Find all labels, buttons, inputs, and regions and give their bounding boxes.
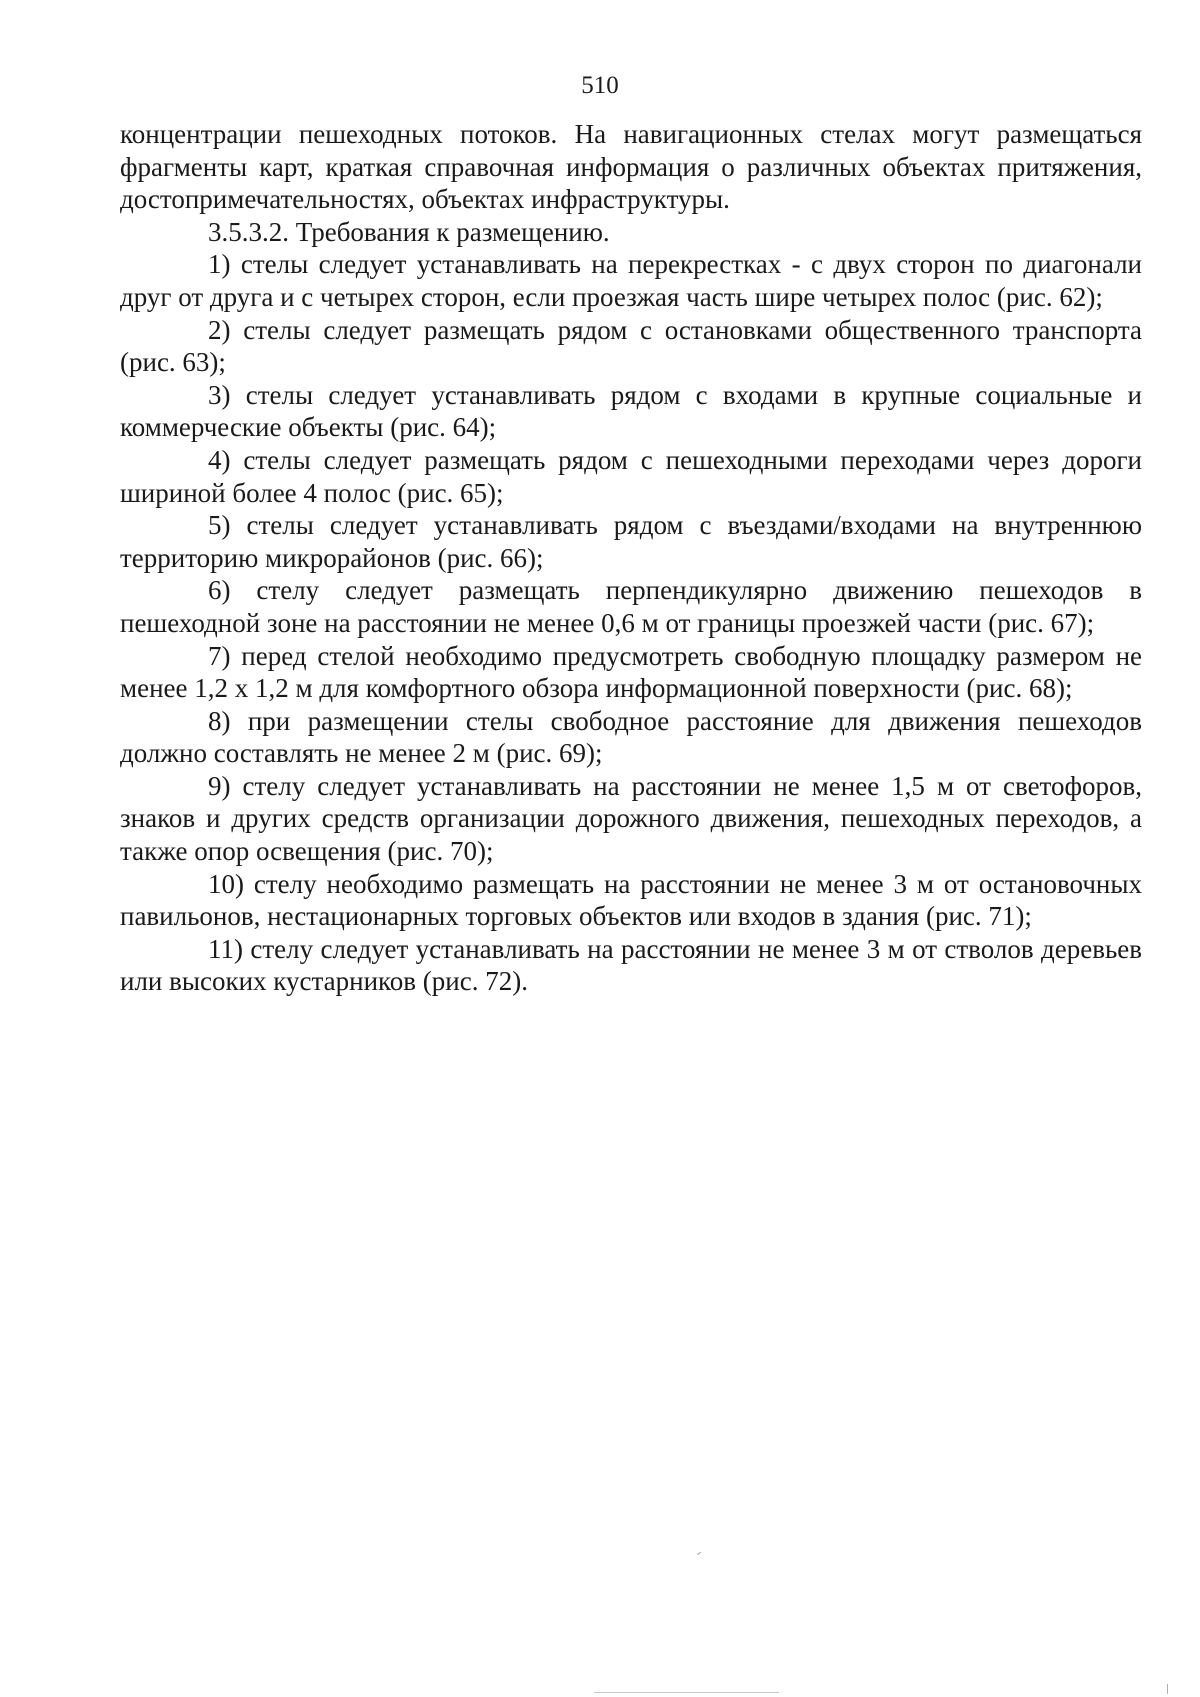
list-item: 11) стелу следует устанавливать на расстоянии не менее 3 м от стволов деревьев или высоких кустарников (рис. 72). [120,933,1142,997]
list-item: 4) стелы следует размещать рядом с пешеходными переходами через дороги шириной более 4 полос (рис. 65); [120,444,1142,508]
list-item: 7) перед стелой необходимо предусмотреть свободную площадку размером не менее 1,2 х 1,2 м для комфортного обзора информационной поверхности (рис. 68); [120,640,1142,704]
scan-speck [697,1552,701,1555]
scan-edge-tick [1167,1684,1168,1694]
page-number: 510 [581,72,619,99]
list-item: 1) стелы следует устанавливать на перекрестках - с двух сторон по диагонали друг от друга и с четырех сторон, если проезжая часть шире четырех полос (рис. 62); [120,249,1142,312]
list-item: 6) стелу следует размещать перпендикулярно движению пешеходов в пешеходной зоне на расстоянии не менее 0,6 м от границы проезжей части (рис. 67); [120,575,1142,638]
list-item: 5) стелы следует устанавливать рядом с въездами/входами на внутреннюю территорию микрорайонов (рис. 66); [120,510,1142,573]
list-item: 9) стелу следует устанавливать на расстоянии не менее 1,5 м от светофоров, знаков и других средств организации дорожного движения, пешеходных переходов, а также опор освещения (рис. 70); [120,770,1142,867]
section-heading: 3.5.3.2. Требования к размещению. [208,216,610,247]
scan-edge-line [594,1692,779,1693]
list-item: 3) стелы следует устанавливать рядом с входами в крупные социальные и коммерческие объекты (рис. 64); [120,379,1142,443]
paragraph-intro-continuation: концентрации пешеходных потоков. На навигационных стелах могут размещаться фрагменты карт, краткая справочная информация о различных объектах притяжения, достопримечательностях, объектах инфраструктуры. [120,119,1142,215]
list-item: 2) стелы следует размещать рядом с остановками общественного транспорта (рис. 63); [120,314,1142,378]
document-body [120,118,1142,998]
list-item: 8) при размещении стелы свободное расстояние для движения пешеходов должно составлять не менее 2 м (рис. 69); [120,705,1142,769]
list-item: 10) стелу необходимо размещать на расстоянии не менее 3 м от остановочных павильонов, нестационарных торговых объектов или входов в здания (рис. 71); [120,868,1142,932]
